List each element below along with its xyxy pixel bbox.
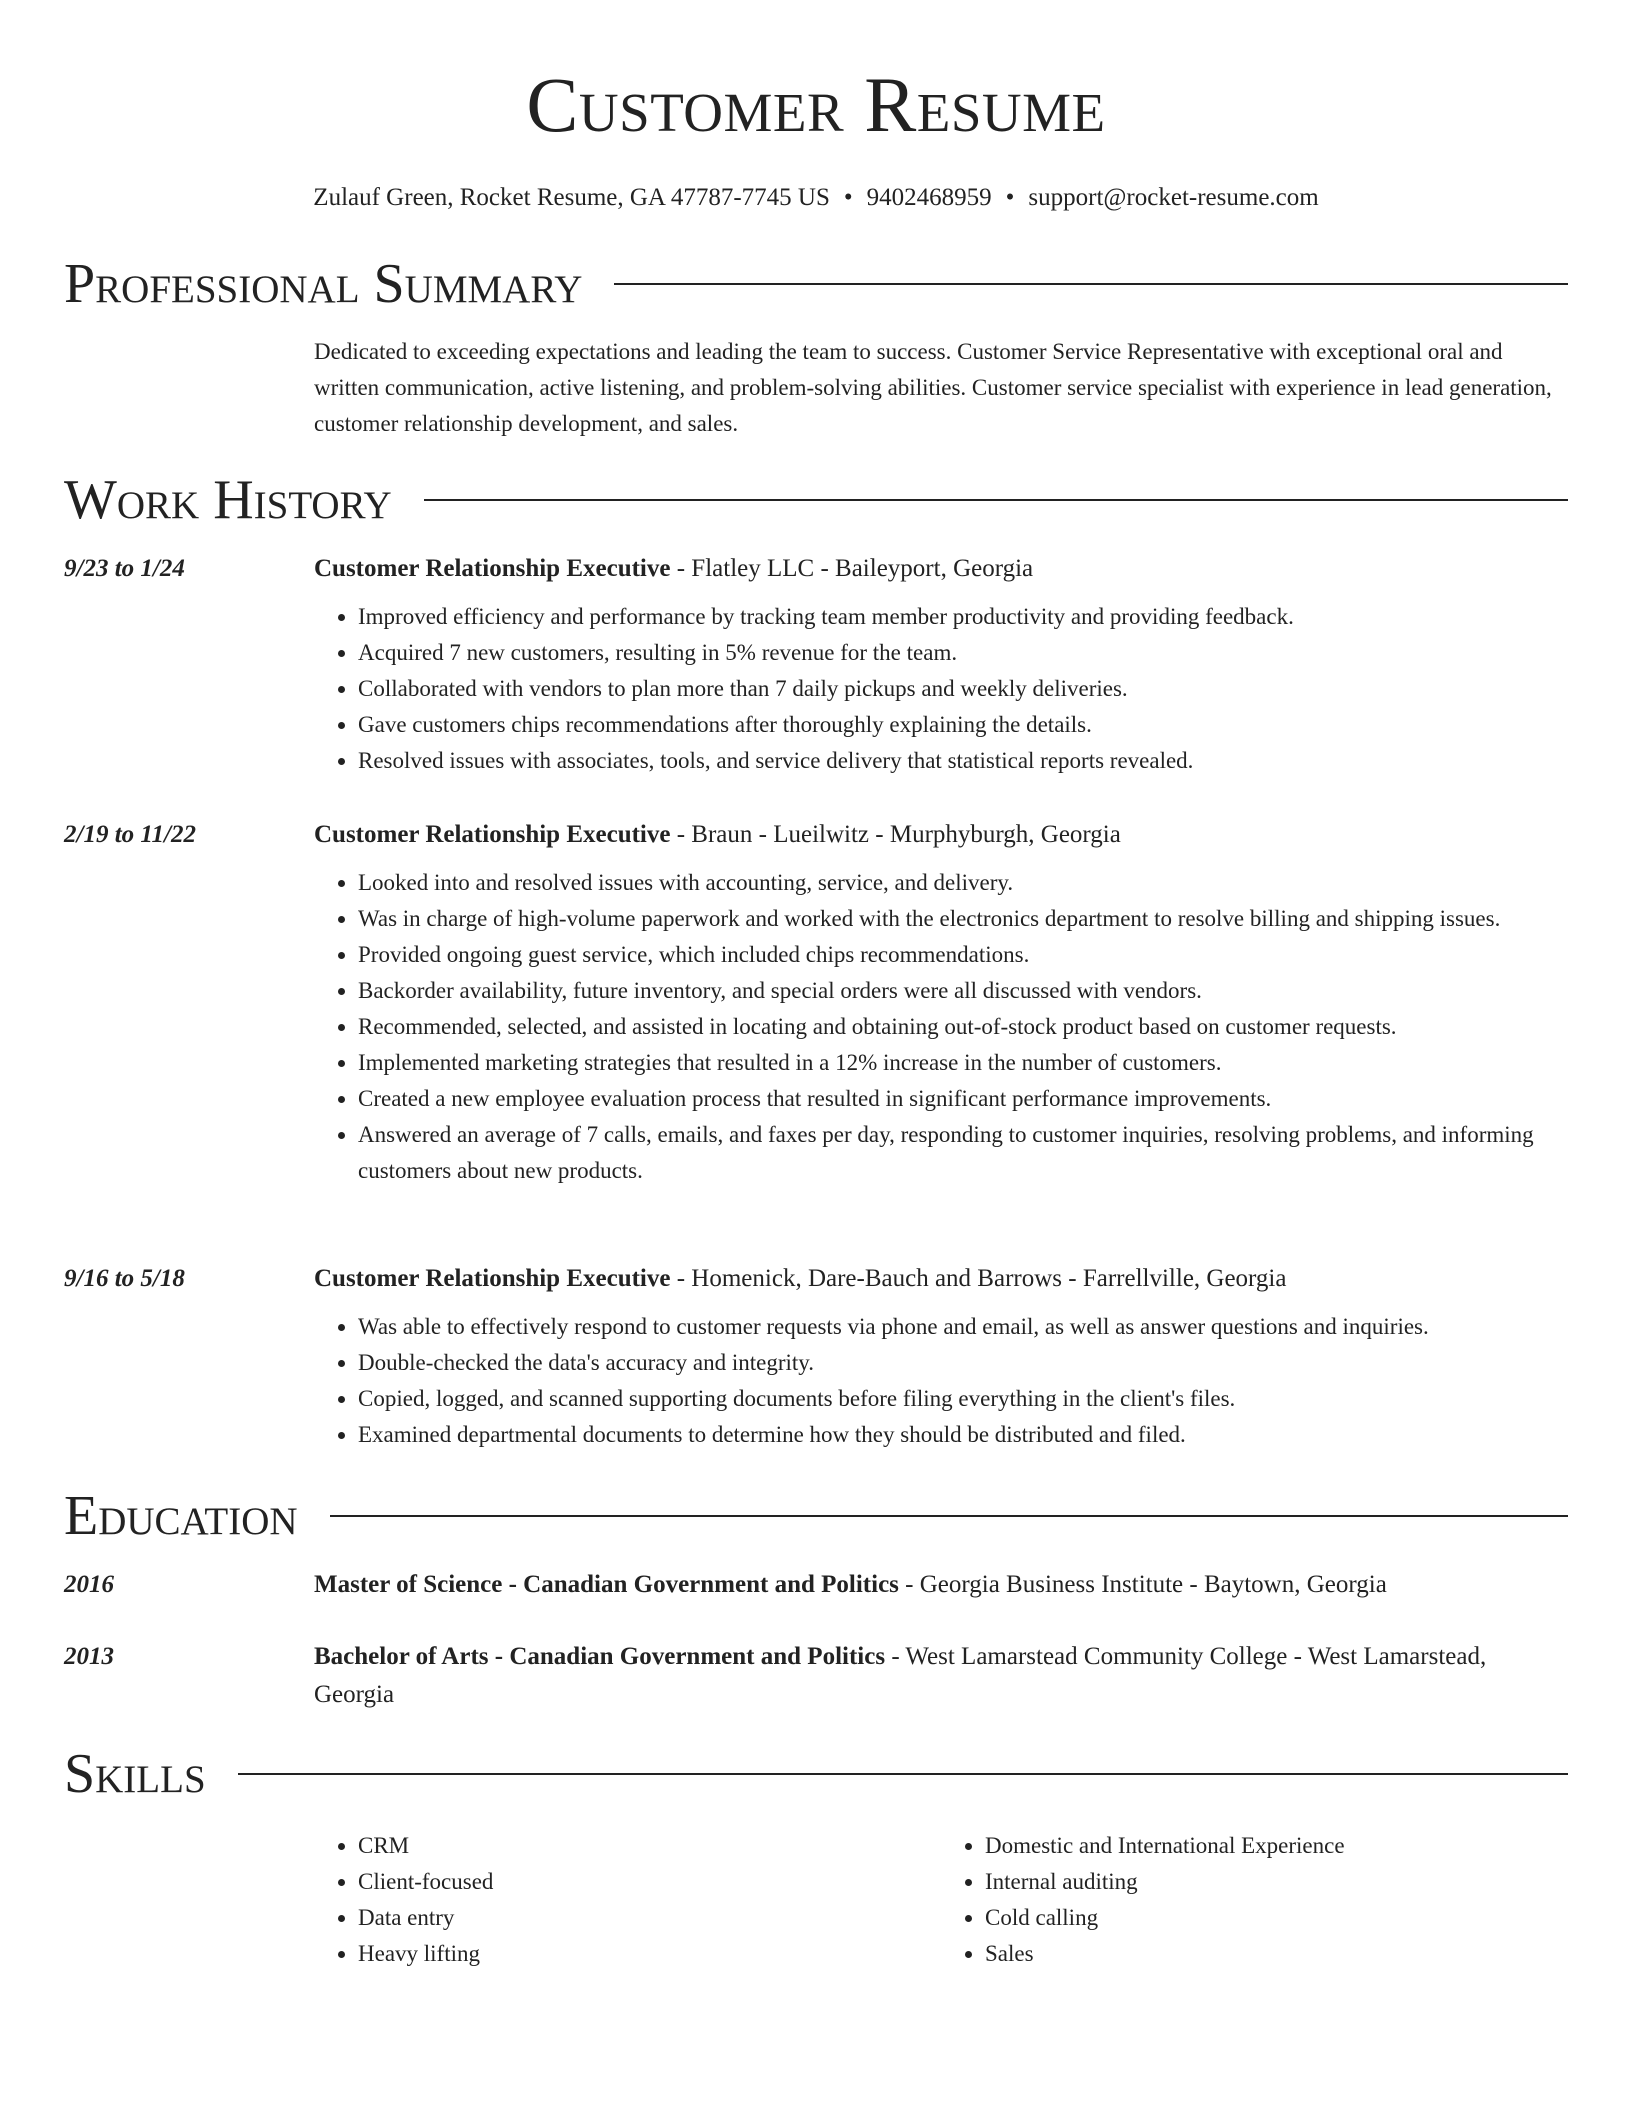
- skill-item: • Cold calling: [985, 1900, 1568, 1936]
- list-item: • Looked into and resolved issues with accounting, service, and delivery.: [358, 865, 1568, 901]
- education-year: 2016: [64, 1571, 114, 1598]
- skills-column-left: [314, 1828, 941, 1972]
- education-row: [64, 1638, 1568, 1714]
- list-item: • Gave customers chips recommendations after thoroughly explaining the details.: [358, 707, 1568, 743]
- education-row: [64, 1566, 1568, 1604]
- education-degree: Master of Science - Canadian Government and Politics: [314, 1571, 899, 1598]
- summary-section: [64, 254, 1568, 442]
- list-item: • Examined departmental documents to determine how they should be distributed and filed.: [358, 1417, 1568, 1453]
- job-dates: 9/23 to 1/24: [64, 555, 185, 582]
- list-item: • Copied, logged, and scanned supporting documents before filing everything in the client's files.: [358, 1381, 1568, 1417]
- education-heading-text: [314, 1566, 1568, 1604]
- skill-item: • Sales: [985, 1936, 1568, 1972]
- contact-phone: 9402468959: [866, 184, 992, 211]
- job-title: Customer Relationship Executive: [314, 555, 671, 582]
- skill-item: • Internal auditing: [985, 1864, 1568, 1900]
- skills-heading-row: [64, 1744, 1568, 1804]
- contact-address: Zulauf Green, Rocket Resume, GA 47787-7745 US: [313, 184, 830, 211]
- summary-heading: Professional Summary: [64, 253, 583, 315]
- job-heading: [314, 1260, 1568, 1298]
- job-header-row: [64, 550, 1568, 588]
- list-item: • Recommended, selected, and assisted in locating and obtaining out-of-stock product based on customer requests.: [358, 1009, 1568, 1045]
- skills-section: [64, 1744, 1568, 1804]
- education-heading: Education: [64, 1485, 298, 1547]
- skill-item: • Client-focused: [358, 1864, 941, 1900]
- list-item: • Acquired 7 new customers, resulting in 5% revenue for the team.: [358, 635, 1568, 671]
- work-heading-row: [64, 470, 1568, 530]
- education-section: [64, 1486, 1568, 1546]
- list-item: • Double-checked the data's accuracy and integrity.: [358, 1345, 1568, 1381]
- list-item: • Backorder availability, future inventory, and special orders were all discussed with vendors.: [358, 973, 1568, 1009]
- skill-item: • Data entry: [358, 1900, 941, 1936]
- job-bullets: [314, 865, 1568, 1189]
- education-degree: Bachelor of Arts - Canadian Government and Politics: [314, 1643, 886, 1670]
- job-header-row: [64, 1260, 1568, 1298]
- job-entry: [64, 816, 1568, 1189]
- list-item: • Collaborated with vendors to plan more than 7 daily pickups and weekly deliveries.: [358, 671, 1568, 707]
- section-divider: [238, 1773, 1568, 1775]
- job-entry: [64, 550, 1568, 779]
- skills-list: [64, 1828, 1568, 1972]
- skills-column-right: [941, 1828, 1568, 1972]
- contact-separator: •: [1005, 184, 1015, 211]
- list-item: • Improved efficiency and performance by tracking team member productivity and providing feedback.: [358, 599, 1568, 635]
- education-heading-text: [314, 1638, 1568, 1714]
- job-heading: [314, 550, 1568, 588]
- job-details: - Braun - Lueilwitz - Murphyburgh, Georgia: [670, 821, 1121, 848]
- list-item: • Was able to effectively respond to customer requests via phone and email, as well as answer questions and inquiries.: [358, 1309, 1568, 1345]
- job-entry: [64, 1260, 1568, 1453]
- education-entry: [64, 1638, 1568, 1714]
- skill-item: • CRM: [358, 1828, 941, 1864]
- job-details: - Flatley LLC - Baileyport, Georgia: [670, 555, 1034, 582]
- resume-title: Customer Resume: [526, 61, 1106, 148]
- education-year: 2013: [64, 1643, 114, 1670]
- education-heading-row: [64, 1486, 1568, 1546]
- section-divider: [424, 499, 1568, 501]
- education-details: - West Lamarstead Community College - West Lamarstead, Georgia: [314, 1643, 1487, 1708]
- contact-line: [0, 184, 1632, 212]
- job-header-row: [64, 816, 1568, 854]
- list-item: • Was in charge of high-volume paperwork and worked with the electronics department to resolve billing and shipping issues.: [358, 901, 1568, 937]
- list-item: • Answered an average of 7 calls, emails, and faxes per day, responding to customer inquiries, resolving problems, and informing customers about new products.: [358, 1117, 1568, 1189]
- section-divider: [330, 1515, 1568, 1517]
- list-item: • Created a new employee evaluation process that resulted in significant performance improvements.: [358, 1081, 1568, 1117]
- job-title: Customer Relationship Executive: [314, 821, 671, 848]
- skills-heading: Skills: [64, 1743, 206, 1805]
- job-title: Customer Relationship Executive: [314, 1265, 671, 1292]
- contact-email: support@rocket-resume.com: [1028, 184, 1319, 211]
- list-item: • Provided ongoing guest service, which included chips recommendations.: [358, 937, 1568, 973]
- summary-text: Dedicated to exceeding expectations and leading the team to success. Customer Service Representative with exceptional oral and written communication, active listening, and problem-solving abilities. Customer service specialist with experience in lead generation, customer relationship development, and sales.: [314, 339, 1552, 436]
- skill-item: • Domestic and International Experience: [985, 1828, 1568, 1864]
- job-heading: [314, 816, 1568, 854]
- work-heading: Work History: [64, 469, 392, 531]
- job-details: - Homenick, Dare-Bauch and Barrows - Farrellville, Georgia: [670, 1265, 1287, 1292]
- education-details: - Georgia Business Institute - Baytown, Georgia: [898, 1571, 1387, 1598]
- work-section: [64, 470, 1568, 530]
- section-divider: [614, 283, 1568, 285]
- education-entry: [64, 1566, 1568, 1604]
- list-item: • Resolved issues with associates, tools, and service delivery that statistical reports revealed.: [358, 743, 1568, 779]
- job-bullets: [314, 599, 1568, 779]
- contact-separator: •: [843, 184, 853, 211]
- job-dates: 9/16 to 5/18: [64, 1265, 185, 1292]
- skill-item: • Heavy lifting: [358, 1936, 941, 1972]
- list-item: • Implemented marketing strategies that resulted in a 12% increase in the number of customers.: [358, 1045, 1568, 1081]
- summary-heading-row: [64, 254, 1568, 314]
- job-dates: 2/19 to 11/22: [64, 821, 196, 848]
- job-bullets: [314, 1309, 1568, 1453]
